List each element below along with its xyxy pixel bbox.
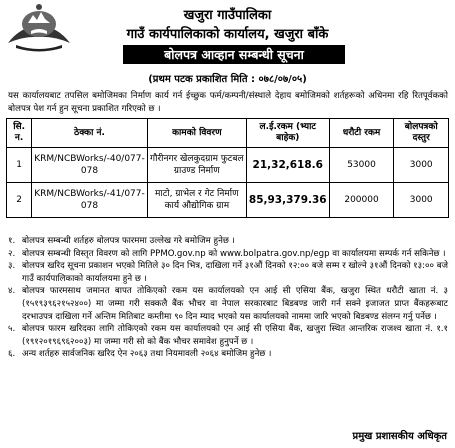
item-number: ४.	[8, 286, 16, 297]
item-number: ३.	[8, 261, 16, 272]
item-text: बोलपत्र सम्बन्धी शर्तहरु बोलपत्र फारममा उल्लेख गरे बमोजिम हुनेछ ।	[22, 236, 235, 246]
table-row	[7, 183, 449, 218]
municipality-name: खजुरा गाउँपालिका	[183, 8, 272, 23]
cell-sn: 2	[7, 183, 32, 218]
item-text: बोलपत्र सम्बन्धी विस्तृत विवरण को लागि PPMO.gov.np को www.bolpatra.gov.np/egp वा कार्यालयमा सम्पर्क गर्न सकिनेछ ।	[22, 248, 446, 259]
cell-deposit-amount: 53000	[329, 148, 394, 183]
cell-estimated-cost: 21,32,618.6	[246, 148, 329, 183]
table-header-row	[7, 119, 449, 148]
cell-bid-fee: 3000	[394, 183, 449, 218]
item-text: बोलपत्र फारम खरिदका लागि तोकिएको रकम यस कार्यालयको एन आई सी एसिया बैंक, खजुरा स्थित आन्तरिक राजश्व खाता नं. १.१ (१९१२०१९६९६२००३) मा जम्मा गरी सो को बैंक भौचर समावेश हुनुपर्ने छ ।	[22, 324, 448, 347]
list-item	[8, 260, 448, 285]
terms-list	[8, 235, 448, 361]
list-item	[8, 235, 448, 248]
header-deposit-amount: धरौटी रकम	[329, 119, 394, 148]
header-bid-fee: बोलपत्रको दस्तुर	[394, 119, 449, 148]
publish-date: (प्रथम पटक प्रकाशित मिति : ०७८/०७/०५)	[148, 74, 307, 85]
intro-paragraph: यस कार्यालयबाट तपसिल बमोजिमका निर्माण कार्य गर्न ईच्छुक फर्म/कम्पनी/संस्थाले देहाय बमोजिमको शर्तहरूको अधिनमा रहि रितपूर्वकको बोलपत्र पेश गर्न हुन सूचना प्रकाशित गरिएको छ ।	[8, 91, 448, 114]
cell-work-description: माटो, ग्राभेल र गेट निर्माण कार्य औद्योगिक ग्राम	[147, 183, 246, 218]
item-text: बोलपत्र फारमसाथ जमानत बापत तोकिएको रकम यस कार्यालयको एन आई सी एसिया बैंक, खजुरा स्थित धरौटी खाता नं. ३ (१५१९३९६२१५२४००) मा जम्मा गरी सक्कलै बैंक भौचर वा नेपाल सरकारबाट बिडबण्ड जारी गर्न सक्ने इजाजत प्राप्त बैंकहरूबाट दरभाउपत्र दाखिला गर्ने अन्तिम मितिबाट कम्तीमा ९० दिन म्याद भएको यस कार्यालयको नाममा जारि भएको बिडबण्ड संलग्न गर्नु पर्नेछ ।	[22, 286, 448, 322]
cell-deposit-amount: 200000	[329, 183, 394, 218]
list-item	[8, 323, 448, 348]
office-name: गाउँ कार्यपालिकाको कार्यालय, खजुरा बाँके	[126, 27, 329, 42]
cell-bid-fee: 3000	[394, 148, 449, 183]
item-text: अन्य शर्तहरु सार्वजनिक खरिद ऐन २०६३ तथा नियमावली २०६४ बमोजिम हुनेछ ।	[22, 349, 272, 360]
list-item	[8, 348, 448, 361]
header-sn: सि. न.	[7, 119, 32, 148]
item-number: २.	[8, 248, 16, 259]
header-estimated-cost: ल.ई.रकम (भ्याट बाहेक)	[246, 119, 329, 148]
signature-title: प्रमुख प्रशासकीय अधिकृत	[352, 431, 447, 442]
item-text: बोलपत्र खरिद सूचना प्रकाशन भएको मितिले ३० दिन भित्र, दाखिला गर्ने ३१औं दिनको १२:०० बजे सम्म र खोल्ने ३१औं दिनको १३:०० बजे गाउँ कार्यपालिकाको कार्यालयमा हुने छ ।	[22, 261, 448, 284]
tender-table	[6, 118, 449, 218]
cell-contract-no: KRM/NCBWorks/-41/077-078	[32, 183, 148, 218]
cell-work-description: गौरीनगर खेलकुदग्राम फुटबल ग्राउण्ड निर्माण	[147, 148, 246, 183]
item-number: ६.	[8, 349, 16, 360]
table-row	[7, 148, 449, 183]
list-item	[8, 285, 448, 323]
cell-contract-no: KRM/NCBWorks/-40/077-078	[32, 148, 148, 183]
notice-title: बोलपत्र आव्हान सम्बन्धी सूचना	[123, 45, 345, 64]
list-item	[8, 248, 448, 261]
item-number: १.	[8, 236, 16, 246]
cell-estimated-cost: 85,93,379.36	[246, 183, 329, 218]
cell-sn: 1	[7, 148, 32, 183]
item-number: ५.	[8, 324, 16, 335]
header-work-description: कामको विवरण	[147, 119, 246, 148]
header-contract-no: ठेक्का नं.	[32, 119, 148, 148]
